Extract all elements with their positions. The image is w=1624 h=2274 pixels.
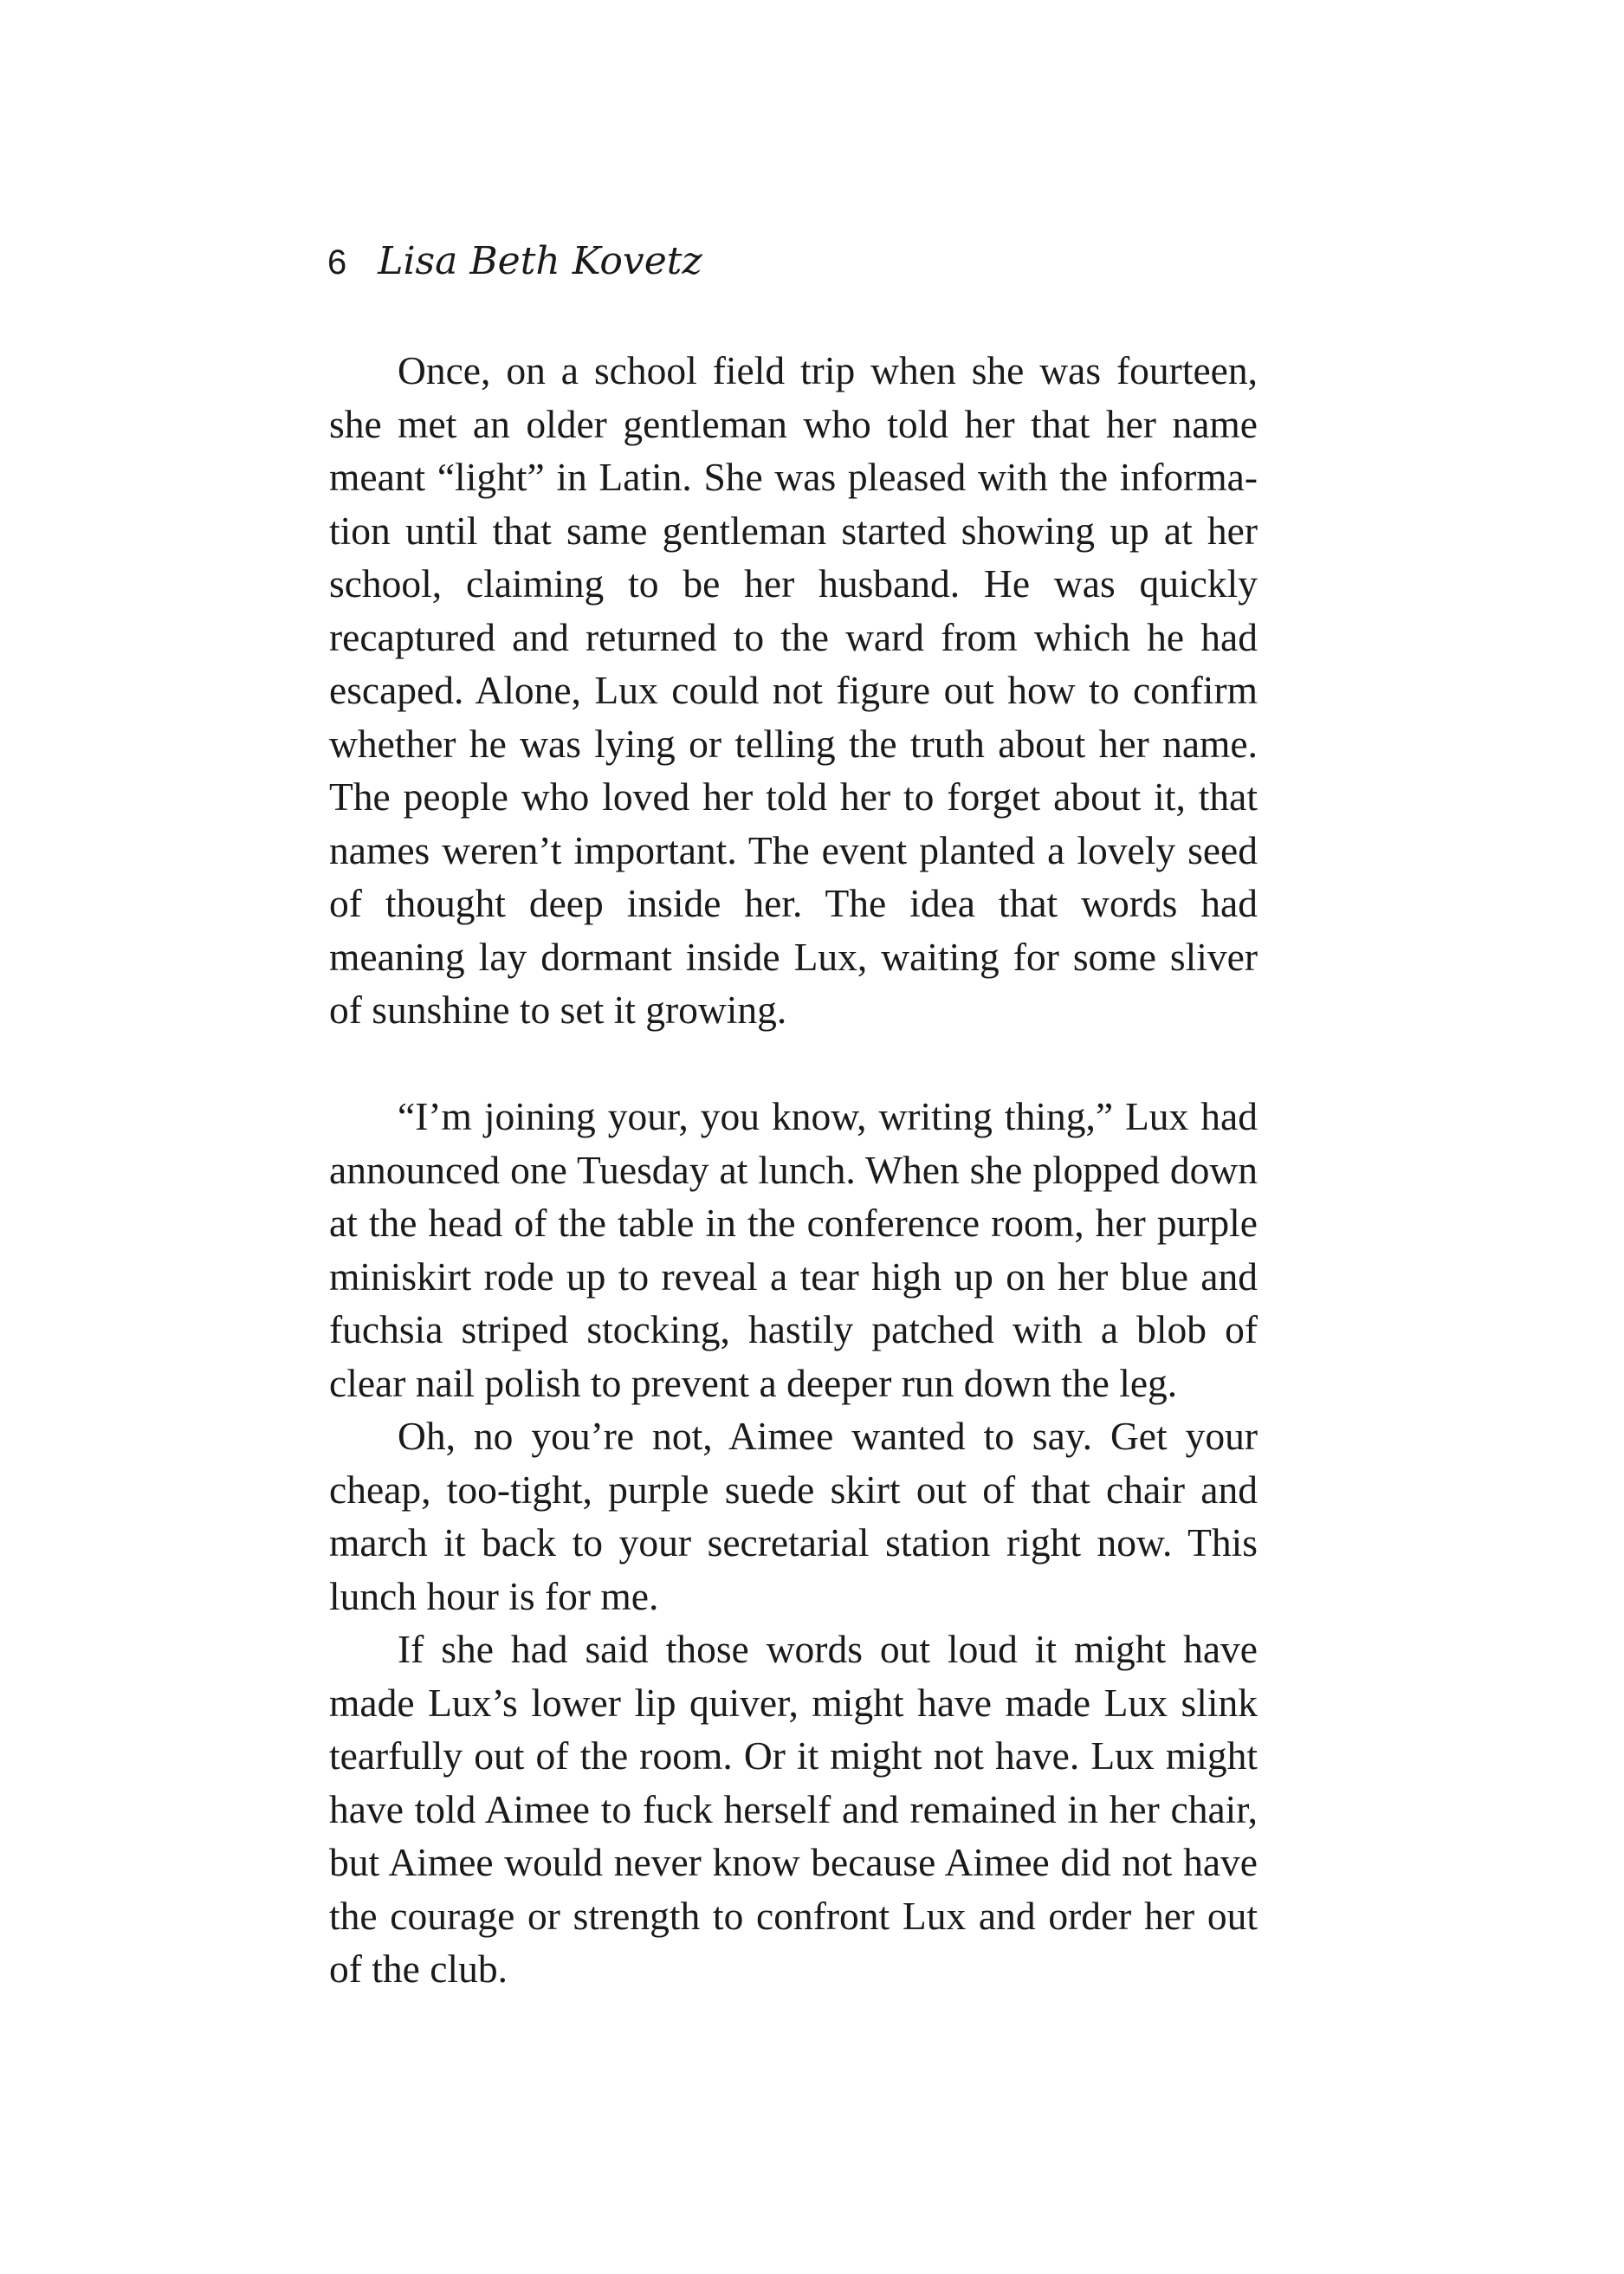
paragraph: If she had said those words out loud it might have made Lux’s lower lip quiver, might have made Lux slink tearfully out of the room. Or it might not have. Lux might have told Aimee to fuck herself and remained in her chair, but Aimee would never know because Aimee did not have the courage or strength to confront Lux and order her out of the club. [329,1627,1258,1991]
running-header [327,239,702,291]
page-number: 6 [327,243,347,282]
paragraph: Oh, no you’re not, Aimee wanted to say. Get your cheap, too-tight, purple suede skirt out of that chair and march it back to your secretarial station right now. This lunch hour is for me. [329,1414,1258,1618]
body-text [329,344,1258,1996]
paragraph: Once, on a school field trip when she was fourteen, she met an older gentleman who told her that her name meant “light” in Latin. She was pleased with the information until that same gentleman started showing up at her school, claiming to be her husband. He was quickly recaptured and returned to the ward from which he had escaped. Alone, Lux could not figure out how to confirm whether he was lying or telling the truth about her name. The people who loved her told her to forget about it, that names weren’t important. The event planted a lovely seed of thought deep inside her. The idea that words had meaning lay dormant inside Lux, waiting for some sliver of sunshine to set it growing. [329,348,1258,1032]
author-name: Lisa Beth Kovetz [378,239,702,283]
paragraph: “I’m joining your, you know, writing thing,” Lux had announced one Tuesday at lunch. When she plopped down at the head of the table in the conference room, her purple miniskirt rode up to reveal a tear high up on her blue and fuchsia striped stocking, hastily patched with a blob of clear nail polish to prevent a deeper run down the leg. [329,1094,1258,1405]
